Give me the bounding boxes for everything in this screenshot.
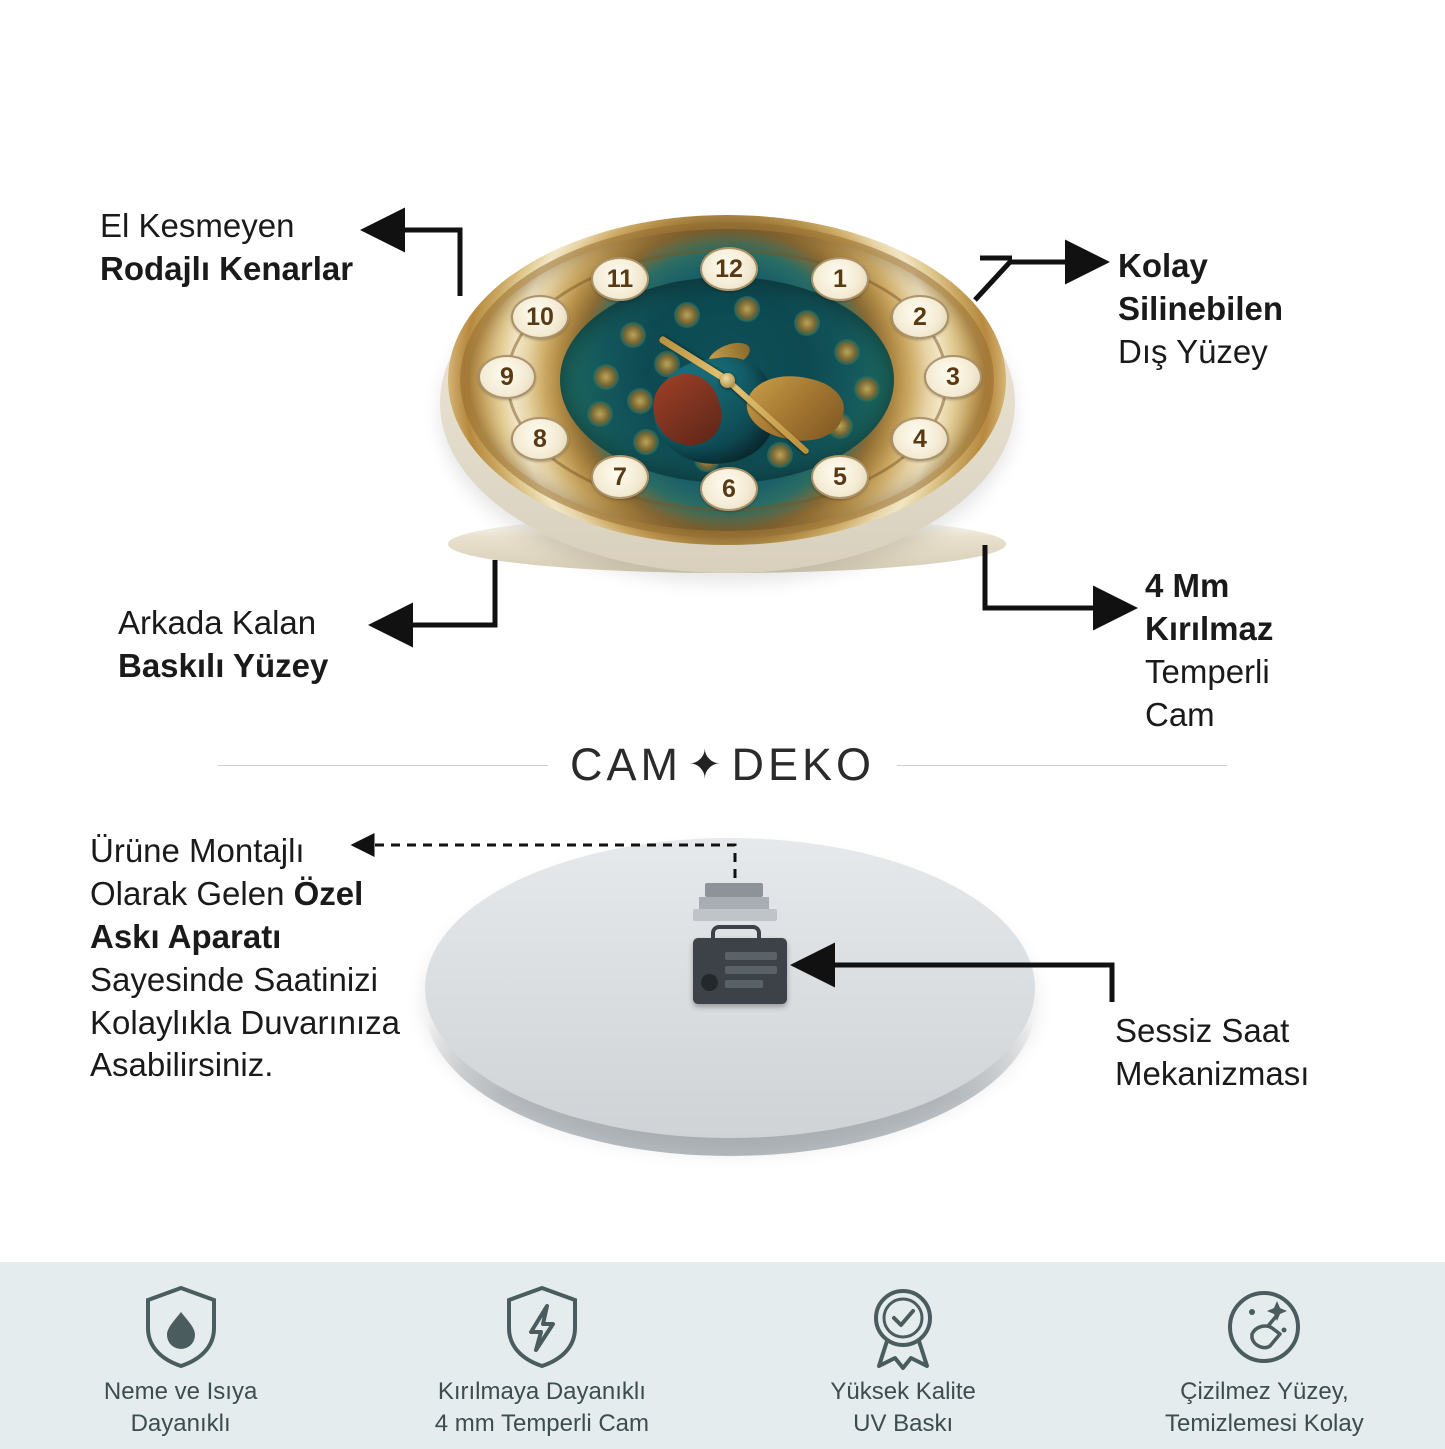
clock-number-6: 6 bbox=[700, 467, 758, 511]
callout-sessiz-line1: Sessiz Saat bbox=[1115, 1012, 1290, 1049]
callout-4mm-line3: Temperli bbox=[1145, 652, 1270, 690]
callout-kolay-line2: Silinebilen bbox=[1118, 289, 1284, 327]
callout-arkada-line2: Baskılı Yüzey bbox=[118, 646, 329, 684]
quality-badge-icon bbox=[778, 1284, 1028, 1370]
feature-scratch-line1: Çizilmez Yüzey, bbox=[1180, 1378, 1349, 1405]
clock-center-cap bbox=[720, 373, 735, 388]
clock-number-9: 9 bbox=[478, 355, 536, 399]
clock-number-12: 12 bbox=[700, 247, 758, 291]
callout-4mm-line1: 4 Mm bbox=[1145, 567, 1230, 604]
callout-kesmeyen-line1: El Kesmeyen bbox=[100, 207, 295, 244]
feature-bar bbox=[0, 1262, 1445, 1449]
hanger-bracket bbox=[693, 883, 777, 923]
moisture-heat-shield-icon bbox=[56, 1284, 306, 1370]
callout-kesmeyen-line2: Rodajlı Kenarlar bbox=[100, 249, 354, 287]
clock-mechanism bbox=[693, 938, 787, 1004]
feature-high-quality-uv bbox=[778, 1284, 1028, 1441]
clock-number-4: 4 bbox=[891, 417, 949, 461]
brand-logo bbox=[570, 739, 875, 791]
feature-impact-line2: 4 mm Temperli Cam bbox=[434, 1410, 649, 1438]
brand-text-right: DEKO bbox=[731, 739, 876, 790]
feature-moisture-heat-line1: Neme ve Isıya bbox=[103, 1378, 258, 1405]
callout-4mm-line4: Cam bbox=[1145, 695, 1215, 733]
callout-4mm-line2: Kırılmaz bbox=[1145, 609, 1274, 647]
brand-logo-row bbox=[0, 735, 1445, 795]
clock-face bbox=[448, 215, 1006, 545]
feature-moisture-heat-line2: Dayanıklı bbox=[130, 1410, 231, 1438]
callout-urune-line2b: Özel bbox=[293, 874, 364, 912]
callout-urune-line5: Kolaylıkla Duvarınıza bbox=[90, 1003, 400, 1041]
scratch-free-clean-icon bbox=[1139, 1284, 1389, 1370]
callout-4mm-temperli-cam bbox=[1145, 565, 1395, 737]
clock-number-1: 1 bbox=[811, 257, 869, 301]
clock-number-3: 3 bbox=[924, 355, 982, 399]
brand-text-left: CAM bbox=[569, 739, 682, 790]
callout-kolay-line1: Kolay bbox=[1118, 247, 1208, 284]
callout-rodajli-kenarlar bbox=[100, 205, 440, 291]
callout-urune-line2a: Olarak Gelen bbox=[90, 874, 294, 912]
callout-kolay-line3: Dış Yüzey bbox=[1118, 332, 1268, 370]
feature-moisture-heat bbox=[56, 1284, 306, 1441]
feature-scratch-line2: Temizlemesi Kolay bbox=[1165, 1410, 1364, 1438]
feature-impact-line1: Kırılmaya Dayanıklı bbox=[437, 1378, 646, 1405]
impact-resistant-shield-icon bbox=[417, 1284, 667, 1370]
brand-divider-right bbox=[897, 765, 1227, 766]
feature-impact-resistant bbox=[417, 1284, 667, 1441]
clock-number-5: 5 bbox=[811, 455, 869, 499]
wall-clock-back-view bbox=[425, 838, 1035, 1168]
callout-urune-line4: Sayesinde Saatinizi bbox=[90, 960, 379, 998]
clock-number-10: 10 bbox=[511, 295, 569, 339]
callout-kolay-silinebilen bbox=[1118, 245, 1418, 374]
callout-sessiz-mekanizma bbox=[1115, 1010, 1415, 1096]
callout-baskili-yuzey bbox=[118, 602, 448, 688]
callout-sessiz-line2: Mekanizması bbox=[1115, 1054, 1310, 1092]
clock-number-11: 11 bbox=[591, 257, 649, 301]
callout-urune-line3: Askı Aparatı bbox=[90, 917, 282, 955]
callout-arkada-line1: Arkada Kalan bbox=[118, 604, 317, 641]
callout-urune-line1: Ürüne Montajlı bbox=[90, 832, 305, 869]
brand-divider-left bbox=[218, 765, 548, 766]
clock-number-7: 7 bbox=[591, 455, 649, 499]
brand-spark-icon: ✦ bbox=[687, 743, 726, 787]
feature-scratch-free bbox=[1139, 1284, 1389, 1441]
callout-aski-aparati bbox=[90, 830, 435, 1087]
feature-quality-line1: Yüksek Kalite bbox=[830, 1378, 976, 1405]
wall-clock-front-view bbox=[440, 215, 1015, 585]
clock-number-8: 8 bbox=[511, 417, 569, 461]
callout-urune-line6: Asabilirsiniz. bbox=[90, 1046, 274, 1084]
feature-quality-line2: UV Baskı bbox=[853, 1410, 954, 1438]
clock-number-2: 2 bbox=[891, 295, 949, 339]
